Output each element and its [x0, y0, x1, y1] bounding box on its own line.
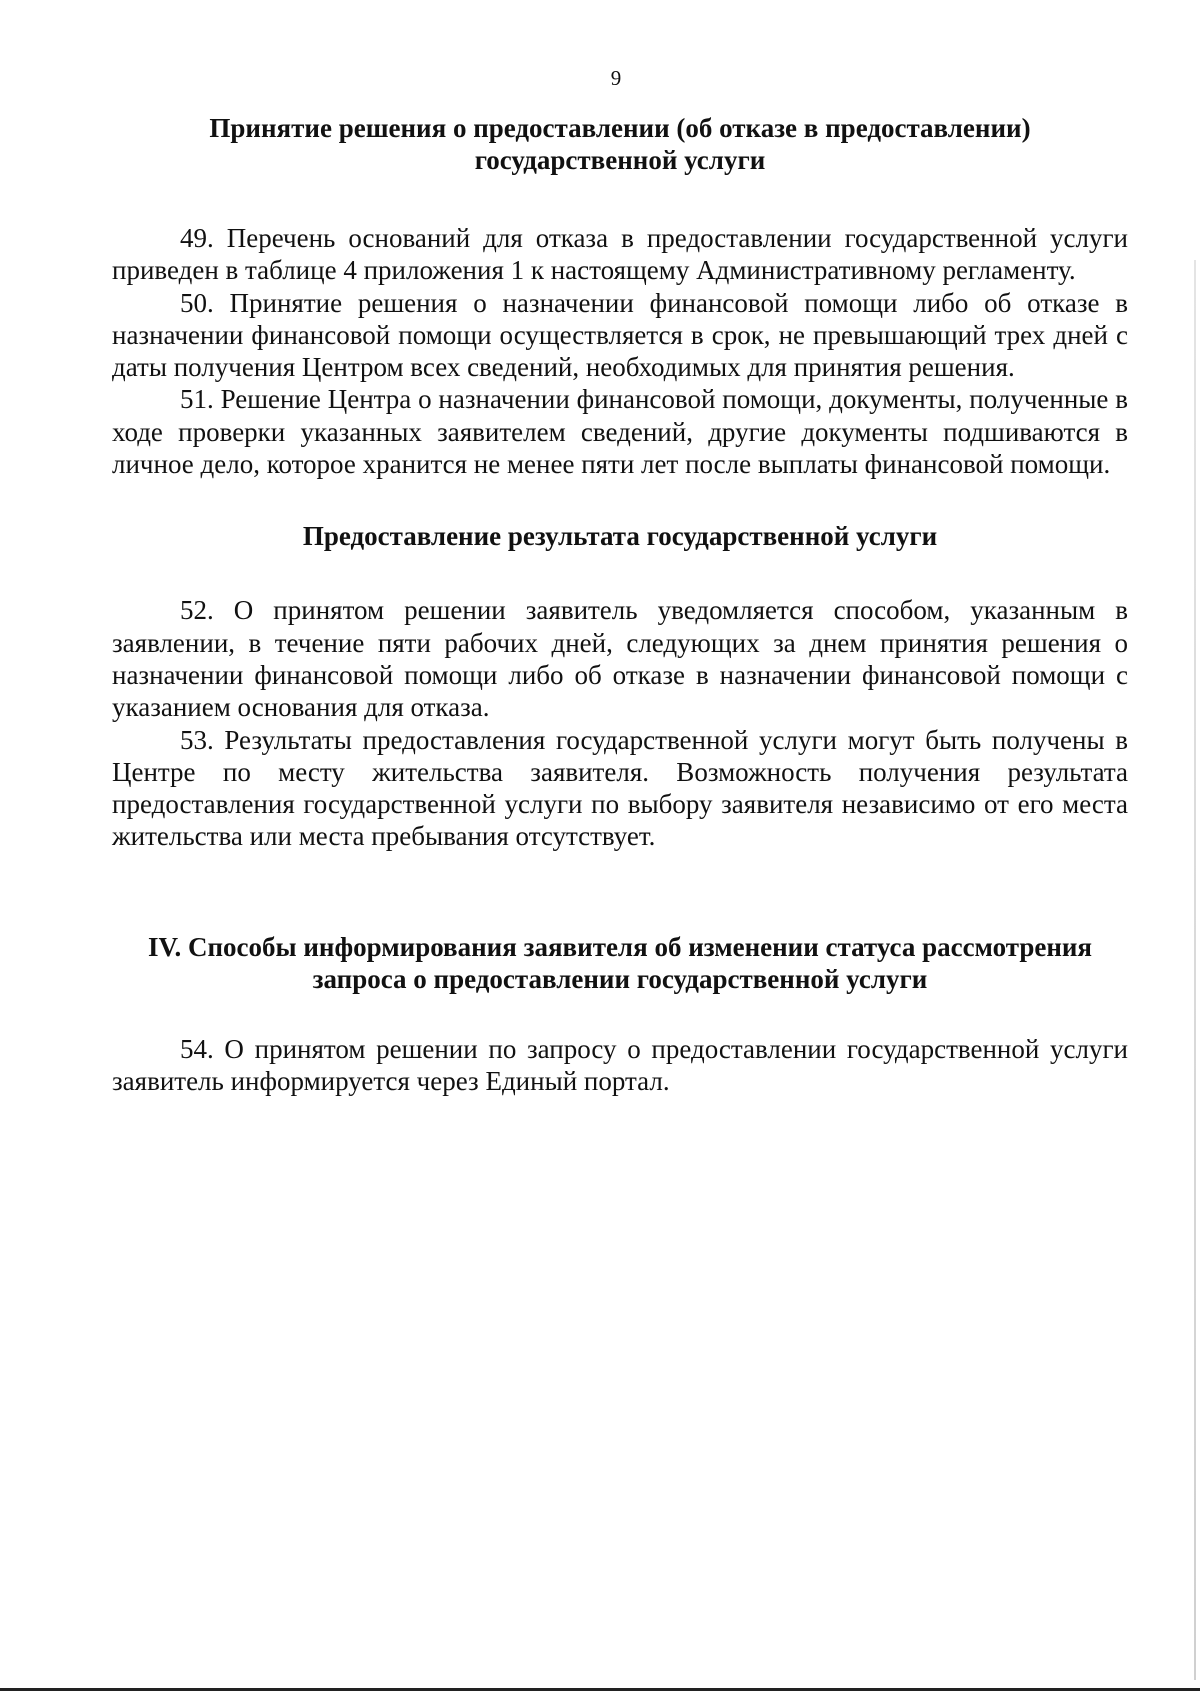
- scan-margin-shadow: [1194, 260, 1196, 1680]
- heading-line: государственной услуги: [474, 145, 766, 175]
- paragraph-52: 52. О принятом решении заявитель уведомляется способом, указанным в заявлении, в течение пяти рабочих дней, следующих за днем принятия решения о назначении финансовой помощи либо об отказе в назначении финансовой помощи с указанием основания для отказа.: [112, 595, 1128, 723]
- section-heading-result: Предоставление результата государственной услуги: [302, 521, 938, 552]
- scan-bottom-edge: [0, 1688, 1200, 1691]
- paragraph-54: 54. О принятом решении по запросу о предоставлении государственной услуги заявитель информируется через Единый портал.: [112, 1033, 1128, 1097]
- document-body: [112, 112, 1128, 1097]
- paragraph-50: 50. Принятие решения о назначении финансовой помощи либо об отказе в назначении финансовой помощи осуществляется в срок, не превышающий трех дней с даты получения Центром всех сведений, необходимых для принятия решения.: [112, 287, 1128, 383]
- heading-line: запроса о предоставлении государственной услуги: [312, 963, 928, 994]
- section-heading-decision: [112, 112, 1128, 176]
- chapter-heading-iv: [112, 931, 1128, 995]
- heading-line: IV. Способы информирования заявителя об изменении статуса рассмотрения: [147, 931, 1093, 962]
- paragraph-51: 51. Решение Центра о назначении финансовой помощи, документы, полученные в ходе проверки указанных заявителем сведений, другие документы подшиваются в личное дело, которое хранится не менее пяти лет после выплаты финансовой помощи.: [112, 384, 1128, 480]
- paragraph-53: 53. Результаты предоставления государственной услуги могут быть получены в Центре по месту жительства заявителя. Возможность получения результата предоставления государственной услуги по выбору заявителя независимо от его места жительства или места пребывания отсутствует.: [112, 724, 1128, 852]
- heading-line: Принятие решения о предоставлении (об отказе в предоставлении): [209, 113, 1031, 143]
- page-number: 9: [610, 66, 622, 90]
- paragraph-49: 49. Перечень оснований для отказа в предоставлении государственной услуги приведен в таблице 4 приложения 1 к настоящему Административному регламенту.: [112, 223, 1128, 286]
